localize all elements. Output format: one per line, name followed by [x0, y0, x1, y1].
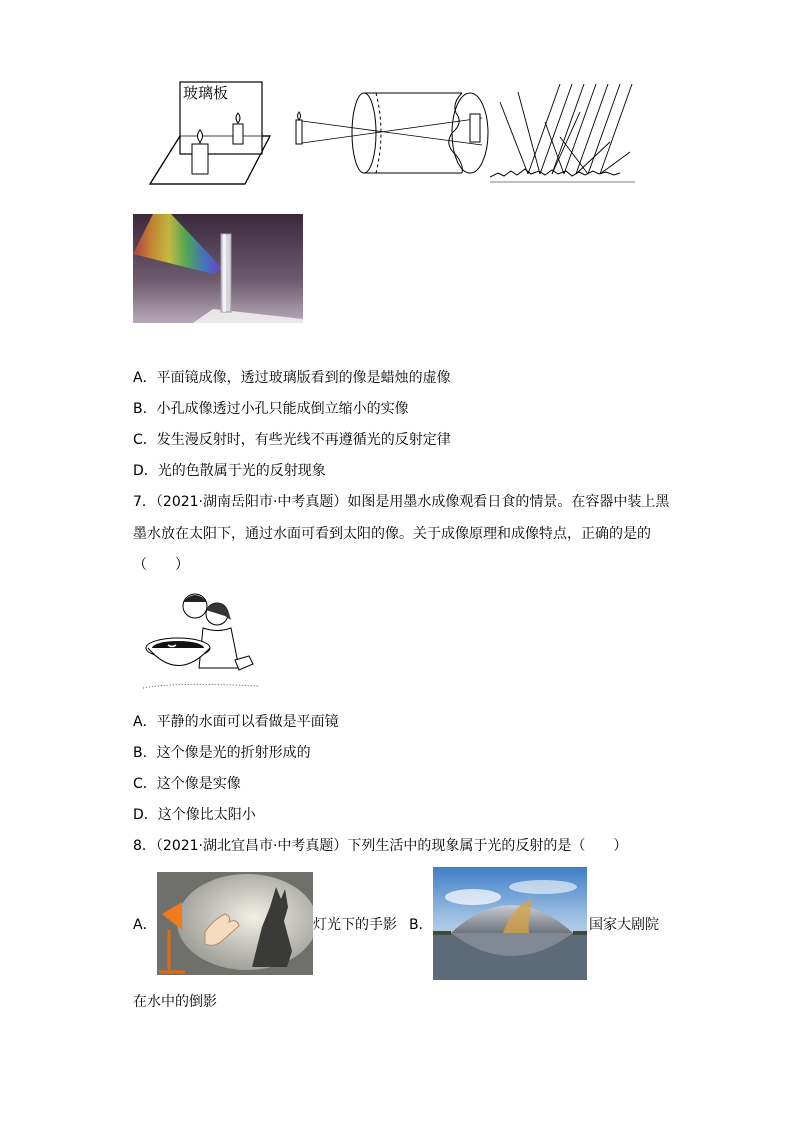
- q8-option-b-text: 国家大剧院: [589, 917, 659, 933]
- q7-stem-line2: 墨水放在太阳下，通过水面可看到太阳的像。关于成像原理和成像特点，正确的是的: [133, 526, 651, 542]
- q8-option-a-text: 灯光下的手影: [313, 917, 397, 933]
- q7-option-b: B．这个像是光的折射形成的: [133, 745, 311, 761]
- pinhole-camera-diagram: [292, 88, 492, 178]
- q6-option-a: A．平面镜成像，透过玻璃版看到的像是蜡烛的虚像: [133, 370, 451, 386]
- national-theatre-photo: [433, 867, 587, 980]
- q7-option-d: D．这个像比太阳小: [133, 807, 256, 823]
- ink-bowl-eclipse-illustration: [143, 588, 258, 693]
- q6-option-b: B．小孔成像透过小孔只能成倒立缩小的实像: [133, 401, 409, 417]
- diffuse-reflection-diagram: [490, 82, 640, 187]
- q7-option-a: A．平静的水面可以看做是平面镜: [133, 714, 339, 730]
- q6-option-d: D．光的色散属于光的反射现象: [133, 463, 326, 479]
- prism-dispersion-photo: [133, 214, 303, 323]
- hand-shadow-photo: [157, 872, 313, 975]
- q8-option-b-text-cont: 在水中的倒影: [133, 994, 217, 1010]
- q7-option-c: C．这个像是实像: [133, 776, 241, 792]
- q8-stem: 8．（2021·湖北宜昌市·中考真题）下列生活中的现象属于光的反射的是（ ）: [133, 838, 628, 854]
- q7-stem-line1: 7．（2021·湖南岳阳市·中考真题）如图是用墨水成像观看日食的情景。在容器中装上黑: [133, 494, 670, 510]
- q8-option-a-letter: A．: [133, 917, 157, 933]
- glass-plate-label: 玻璃板: [183, 84, 229, 102]
- q8-option-b-letter: B．: [409, 917, 433, 933]
- q6-option-c: C．发生漫反射时，有些光线不再遵循光的反射定律: [133, 432, 451, 448]
- q7-answer-blank: （ ）: [133, 557, 189, 573]
